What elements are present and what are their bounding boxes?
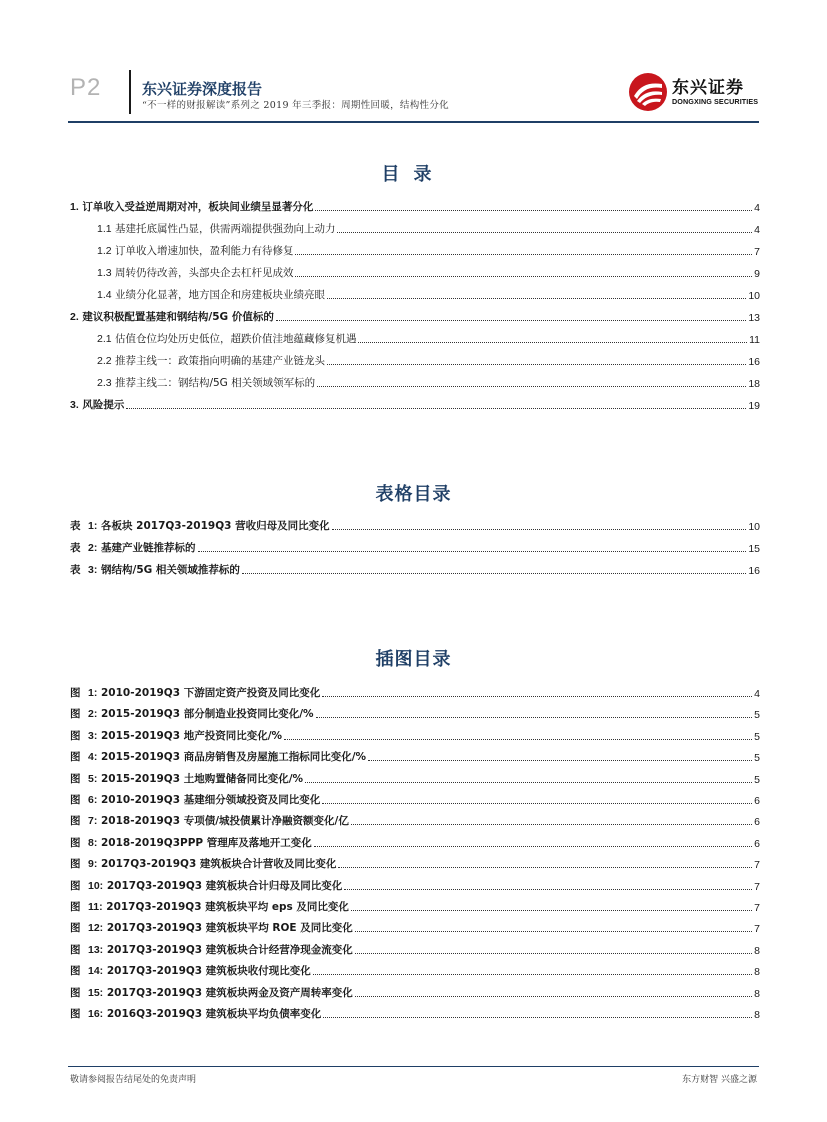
toc-entry-page: 19 — [748, 400, 760, 412]
figure-entry-label — [70, 749, 366, 764]
toc-entry-label — [97, 375, 315, 390]
figure-entry-number: 9: — [88, 858, 98, 871]
figure-entry-label — [70, 813, 349, 828]
toc-leader-dots — [284, 739, 752, 740]
figure-entry-page: 7 — [754, 859, 760, 872]
figure-entry[interactable] — [70, 960, 760, 978]
figure-entry-prefix: 图 — [70, 836, 81, 849]
figure-entry-label — [70, 856, 336, 871]
toc-leader-dots — [338, 867, 752, 868]
page-number: P2 — [70, 74, 102, 101]
figure-entry-text: 2018-2019Q3 专项债/城投债累计净融资额变化/亿 — [101, 815, 349, 828]
table-entry-prefix: 表 — [70, 542, 81, 554]
toc-leader-dots — [323, 1017, 752, 1018]
toc-entry-number: 1.1 — [97, 223, 112, 235]
figure-entry-prefix: 图 — [70, 772, 81, 785]
figure-entry-text: 2010-2019Q3 下游固定资产投资及同比变化 — [101, 687, 321, 699]
figure-entry[interactable] — [70, 682, 760, 700]
figure-entry-prefix: 图 — [70, 922, 81, 935]
table-entry-number: 2: — [88, 542, 98, 554]
toc-entry-label — [70, 397, 124, 412]
figure-entry-number: 2: — [88, 708, 98, 721]
table-entry-prefix: 表 — [70, 564, 81, 576]
figure-entry-label — [70, 1006, 321, 1021]
figure-entry-prefix: 图 — [70, 708, 81, 721]
toc-leader-dots — [358, 342, 747, 343]
figure-entry-number: 6: — [88, 794, 98, 806]
figure-entry-text: 2016Q3-2019Q3 建筑板块平均负债率变化 — [106, 1008, 322, 1020]
toc-leader-dots — [351, 910, 752, 911]
figure-entry-page: 6 — [754, 816, 760, 829]
toc-entry-label — [97, 331, 356, 346]
figure-entry-label — [70, 920, 353, 935]
toc-leader-dots — [276, 320, 746, 321]
toc-entry[interactable] — [70, 306, 760, 324]
figure-entry-prefix: 图 — [70, 943, 81, 956]
toc-entry-number: 1.2 — [97, 245, 112, 257]
toc-entry[interactable] — [70, 394, 760, 412]
figure-entry-page: 5 — [754, 709, 760, 722]
figure-entry-page: 5 — [754, 730, 760, 743]
table-entry-number: 1: — [88, 520, 98, 532]
figure-entry-label — [70, 728, 282, 743]
figure-entry-text: 2015-2019Q3 部分制造业投资同比变化/% — [101, 708, 314, 721]
toc-leader-dots — [305, 782, 752, 783]
toc-entry-label — [97, 287, 325, 302]
figure-entry-page: 7 — [754, 923, 760, 936]
toc-entry-text: 风险提示 — [82, 399, 125, 411]
toc-leader-dots — [355, 931, 752, 932]
table-entry[interactable] — [70, 559, 760, 577]
toc-leader-dots — [327, 364, 746, 365]
figure-entry-number: 11: — [88, 901, 103, 913]
toc-entry-page: 4 — [754, 202, 760, 214]
figure-entry-text: 2017Q3-2019Q3 建筑板块合计经营净现金流变化 — [106, 943, 353, 956]
figure-entry-prefix: 图 — [70, 965, 81, 978]
figure-entry[interactable] — [70, 703, 760, 721]
figure-entry-page: 7 — [754, 880, 760, 893]
toc-leader-dots — [368, 760, 752, 761]
figure-entry-number: 3: — [88, 729, 98, 742]
header-divider — [129, 70, 131, 114]
toc-title: 目录 — [381, 164, 446, 185]
toc-leader-dots — [313, 974, 752, 975]
toc-entry-page: 13 — [748, 312, 760, 324]
figure-entry-label — [70, 835, 312, 850]
figure-entry-text: 2015-2019Q3 地产投资同比变化/% — [101, 729, 283, 742]
figure-entry-number: 5: — [88, 772, 98, 785]
figure-entry[interactable] — [70, 768, 760, 786]
figure-list-title: 插图目录 — [375, 649, 452, 670]
figure-entry-page: 8 — [754, 987, 760, 1000]
toc-leader-dots — [351, 824, 752, 825]
table-list-title: 表格目录 — [375, 484, 452, 505]
toc-entry-page: 10 — [748, 290, 760, 302]
figure-entry[interactable] — [70, 746, 760, 764]
toc-entry[interactable] — [97, 350, 760, 368]
figure-entry-number: 12: — [88, 922, 104, 935]
toc-entry-text: 业绩分化显著，地方国企和房建板块业绩亮眼 — [114, 289, 325, 301]
figure-entry-text: 2017Q3-2019Q3 建筑板块平均 eps 及同比变化 — [106, 901, 349, 913]
toc-entry-text: 估值仓位均处历史低位，超跌价值洼地蕴藏修复机遇 — [114, 333, 357, 345]
toc-entry-number: 1.4 — [97, 289, 112, 301]
footer-slogan: 东方财智 兴盛之源 — [682, 1075, 757, 1085]
figure-entry-page: 7 — [754, 902, 760, 914]
toc-entry-page: 18 — [748, 378, 760, 390]
figure-entry-text: 2017Q3-2019Q3 建筑板块合计营收及同比变化 — [101, 858, 337, 871]
toc-entry[interactable] — [97, 240, 760, 258]
table-entry[interactable] — [70, 515, 760, 533]
figure-entry-label — [70, 899, 349, 914]
figure-entry-number: 7: — [88, 815, 98, 828]
figure-entry-page: 4 — [754, 688, 760, 700]
figure-entry-prefix: 图 — [70, 815, 81, 828]
toc-entry-page: 4 — [754, 224, 760, 236]
table-entry-label — [70, 562, 240, 577]
toc-entry-number: 1.3 — [97, 267, 112, 279]
figure-entry-number: 13: — [88, 943, 104, 956]
toc-entry-number: 2.2 — [97, 355, 112, 367]
toc-leader-dots — [242, 573, 746, 574]
footer-rule — [68, 1066, 759, 1067]
toc-entry-number: 1. — [70, 201, 79, 213]
toc-entry-number: 2.1 — [97, 333, 112, 345]
figure-entry-prefix: 图 — [70, 1008, 81, 1020]
toc-leader-dots — [314, 846, 752, 847]
figure-entry-prefix: 图 — [70, 751, 81, 764]
toc-leader-dots — [344, 889, 752, 890]
toc-entry-label — [70, 199, 313, 214]
toc-leader-dots — [355, 953, 752, 954]
figure-entry-label — [70, 942, 353, 957]
figure-entry-number: 16: — [88, 1008, 104, 1020]
toc-entry-text: 基建托底属性凸显，供需两端提供强劲向上动力 — [114, 223, 336, 235]
table-entry-number: 3: — [88, 564, 98, 576]
report-title: 东兴证券深度报告 — [142, 80, 263, 98]
figure-entry-label — [70, 963, 311, 978]
toc-entry-label — [97, 221, 335, 236]
figure-entry-text: 2017Q3-2019Q3 建筑板块合计归母及同比变化 — [106, 879, 343, 892]
toc-entry-text: 订单收入受益逆周期对冲，板块间业绩呈显著分化 — [82, 201, 314, 213]
toc-leader-dots — [322, 696, 752, 697]
table-entry-prefix: 表 — [70, 520, 81, 532]
company-logo — [628, 70, 768, 114]
toc-entry-page: 16 — [748, 356, 760, 368]
figure-entry-prefix: 图 — [70, 729, 81, 742]
figure-entry-text: 2017Q3-2019Q3 建筑板块平均 ROE 及同比变化 — [106, 922, 353, 935]
toc-leader-dots — [332, 529, 747, 530]
table-entry-text: 钢结构/5G 相关领域推荐标的 — [101, 564, 240, 576]
toc-leader-dots — [295, 254, 752, 255]
figure-entry-label — [70, 792, 320, 807]
toc-leader-dots — [355, 996, 752, 997]
figure-entry[interactable] — [70, 810, 760, 828]
figure-entry[interactable] — [70, 917, 760, 935]
figure-entry[interactable] — [70, 896, 760, 914]
toc-entry-text: 推荐主线二：钢结构/5G 相关领域领军标的 — [114, 377, 316, 389]
figure-entry[interactable] — [70, 853, 760, 871]
figure-entry[interactable] — [70, 832, 760, 850]
toc-leader-dots — [317, 386, 746, 387]
figure-entry-page: 5 — [754, 752, 760, 765]
toc-entry-text: 订单收入增速加快，盈利能力有待修复 — [114, 245, 294, 257]
figure-entry-number: 4: — [88, 751, 98, 764]
toc-leader-dots — [295, 276, 752, 277]
toc-entry[interactable] — [97, 372, 760, 390]
toc-entry-label — [70, 309, 274, 324]
footer-disclaimer: 敬请参阅报告结尾处的免责声明 — [70, 1075, 197, 1085]
figure-entry-page: 5 — [754, 773, 760, 786]
toc-entry-text: 建议积极配置基建和钢结构/5G 价值标的 — [82, 311, 274, 323]
report-subtitle: “不一样的财报解读”系列之 2019 年三季报：周期性回暖，结构性分化 — [142, 100, 449, 111]
figure-entry-number: 1: — [88, 687, 98, 699]
toc-entry[interactable] — [70, 196, 760, 214]
table-entry-page: 16 — [748, 565, 760, 577]
figure-entry-number: 8: — [88, 836, 98, 849]
toc-entry-page: 11 — [749, 334, 760, 346]
toc-leader-dots — [315, 210, 752, 211]
table-entry-label — [70, 518, 330, 533]
toc-entry[interactable] — [97, 284, 760, 302]
figure-entry[interactable] — [70, 1003, 760, 1021]
figure-entry[interactable] — [70, 982, 760, 1000]
toc-entry-text: 推荐主线一：政策指向明确的基建产业链龙头 — [114, 355, 325, 367]
figure-entry[interactable] — [70, 875, 760, 893]
figure-entry-page: 6 — [754, 837, 760, 850]
figure-entry-text: 2017Q3-2019Q3 建筑板块收付现比变化 — [106, 965, 311, 978]
toc-entry-page: 9 — [754, 268, 760, 280]
toc-entry-label — [97, 243, 293, 258]
toc-entry-page: 7 — [754, 246, 760, 258]
figure-entry-label — [70, 685, 320, 700]
toc-leader-dots — [337, 232, 752, 233]
figure-entry-label — [70, 878, 342, 893]
table-entry-text: 各板块 2017Q3-2019Q3 营收归母及同比变化 — [101, 520, 330, 532]
figure-entry-text: 2018-2019Q3PPP 管理库及落地开工变化 — [101, 836, 312, 849]
toc-entry-number: 2. — [70, 311, 79, 323]
figure-entry-page: 6 — [754, 795, 760, 807]
toc-entry-number: 2.3 — [97, 377, 112, 389]
figure-entry-text: 2010-2019Q3 基建细分领域投资及同比变化 — [101, 794, 321, 806]
table-entry-text: 基建产业链推荐标的 — [101, 542, 196, 554]
toc-entry[interactable] — [97, 262, 760, 280]
figure-entry[interactable] — [70, 725, 760, 743]
figure-entry-text: 2017Q3-2019Q3 建筑板块两金及资产周转率变化 — [106, 986, 353, 999]
figure-entry-page: 8 — [754, 944, 760, 957]
toc-leader-dots — [126, 408, 746, 409]
toc-leader-dots — [322, 803, 752, 804]
figure-entry-prefix: 图 — [70, 986, 81, 999]
toc-leader-dots — [198, 551, 747, 552]
toc-leader-dots — [327, 298, 746, 299]
table-entry-label — [70, 540, 196, 555]
toc-leader-dots — [316, 717, 753, 718]
table-entry[interactable] — [70, 537, 760, 555]
toc-entry[interactable] — [97, 218, 760, 236]
figure-entry-label — [70, 771, 303, 786]
figure-entry-page: 8 — [754, 966, 760, 979]
toc-entry-number: 3. — [70, 399, 79, 411]
figure-entry-prefix: 图 — [70, 879, 81, 892]
toc-entry-label — [97, 265, 293, 280]
toc-entry[interactable] — [97, 328, 760, 346]
figure-entry-number: 14: — [88, 965, 104, 978]
figure-entry-label — [70, 985, 353, 1000]
table-entry-page: 15 — [748, 543, 760, 555]
figure-entry-number: 10: — [88, 879, 104, 892]
figure-entry[interactable] — [70, 789, 760, 807]
figure-entry-text: 2015-2019Q3 商品房销售及房屋施工指标同比变化/% — [101, 751, 367, 764]
figure-entry-prefix: 图 — [70, 794, 81, 806]
figure-entry[interactable] — [70, 939, 760, 957]
toc-entry-label — [97, 353, 325, 368]
figure-entry-page: 8 — [754, 1009, 760, 1021]
table-entry-page: 10 — [748, 521, 760, 533]
figure-entry-prefix: 图 — [70, 901, 81, 913]
header-rule — [68, 121, 759, 123]
logo-name-en: DONGXING SECURITIES — [672, 97, 759, 106]
figure-entry-prefix: 图 — [70, 858, 81, 871]
figure-entry-label — [70, 706, 314, 721]
figure-entry-prefix: 图 — [70, 687, 81, 699]
logo-name-cn: 东兴证券 — [672, 78, 744, 98]
toc-entry-text: 周转仍待改善，头部央企去杠杆见成效 — [114, 267, 294, 279]
figure-entry-number: 15: — [88, 986, 104, 999]
figure-entry-text: 2015-2019Q3 土地购置储备同比变化/% — [101, 772, 304, 785]
logo-emblem-icon — [628, 72, 668, 112]
